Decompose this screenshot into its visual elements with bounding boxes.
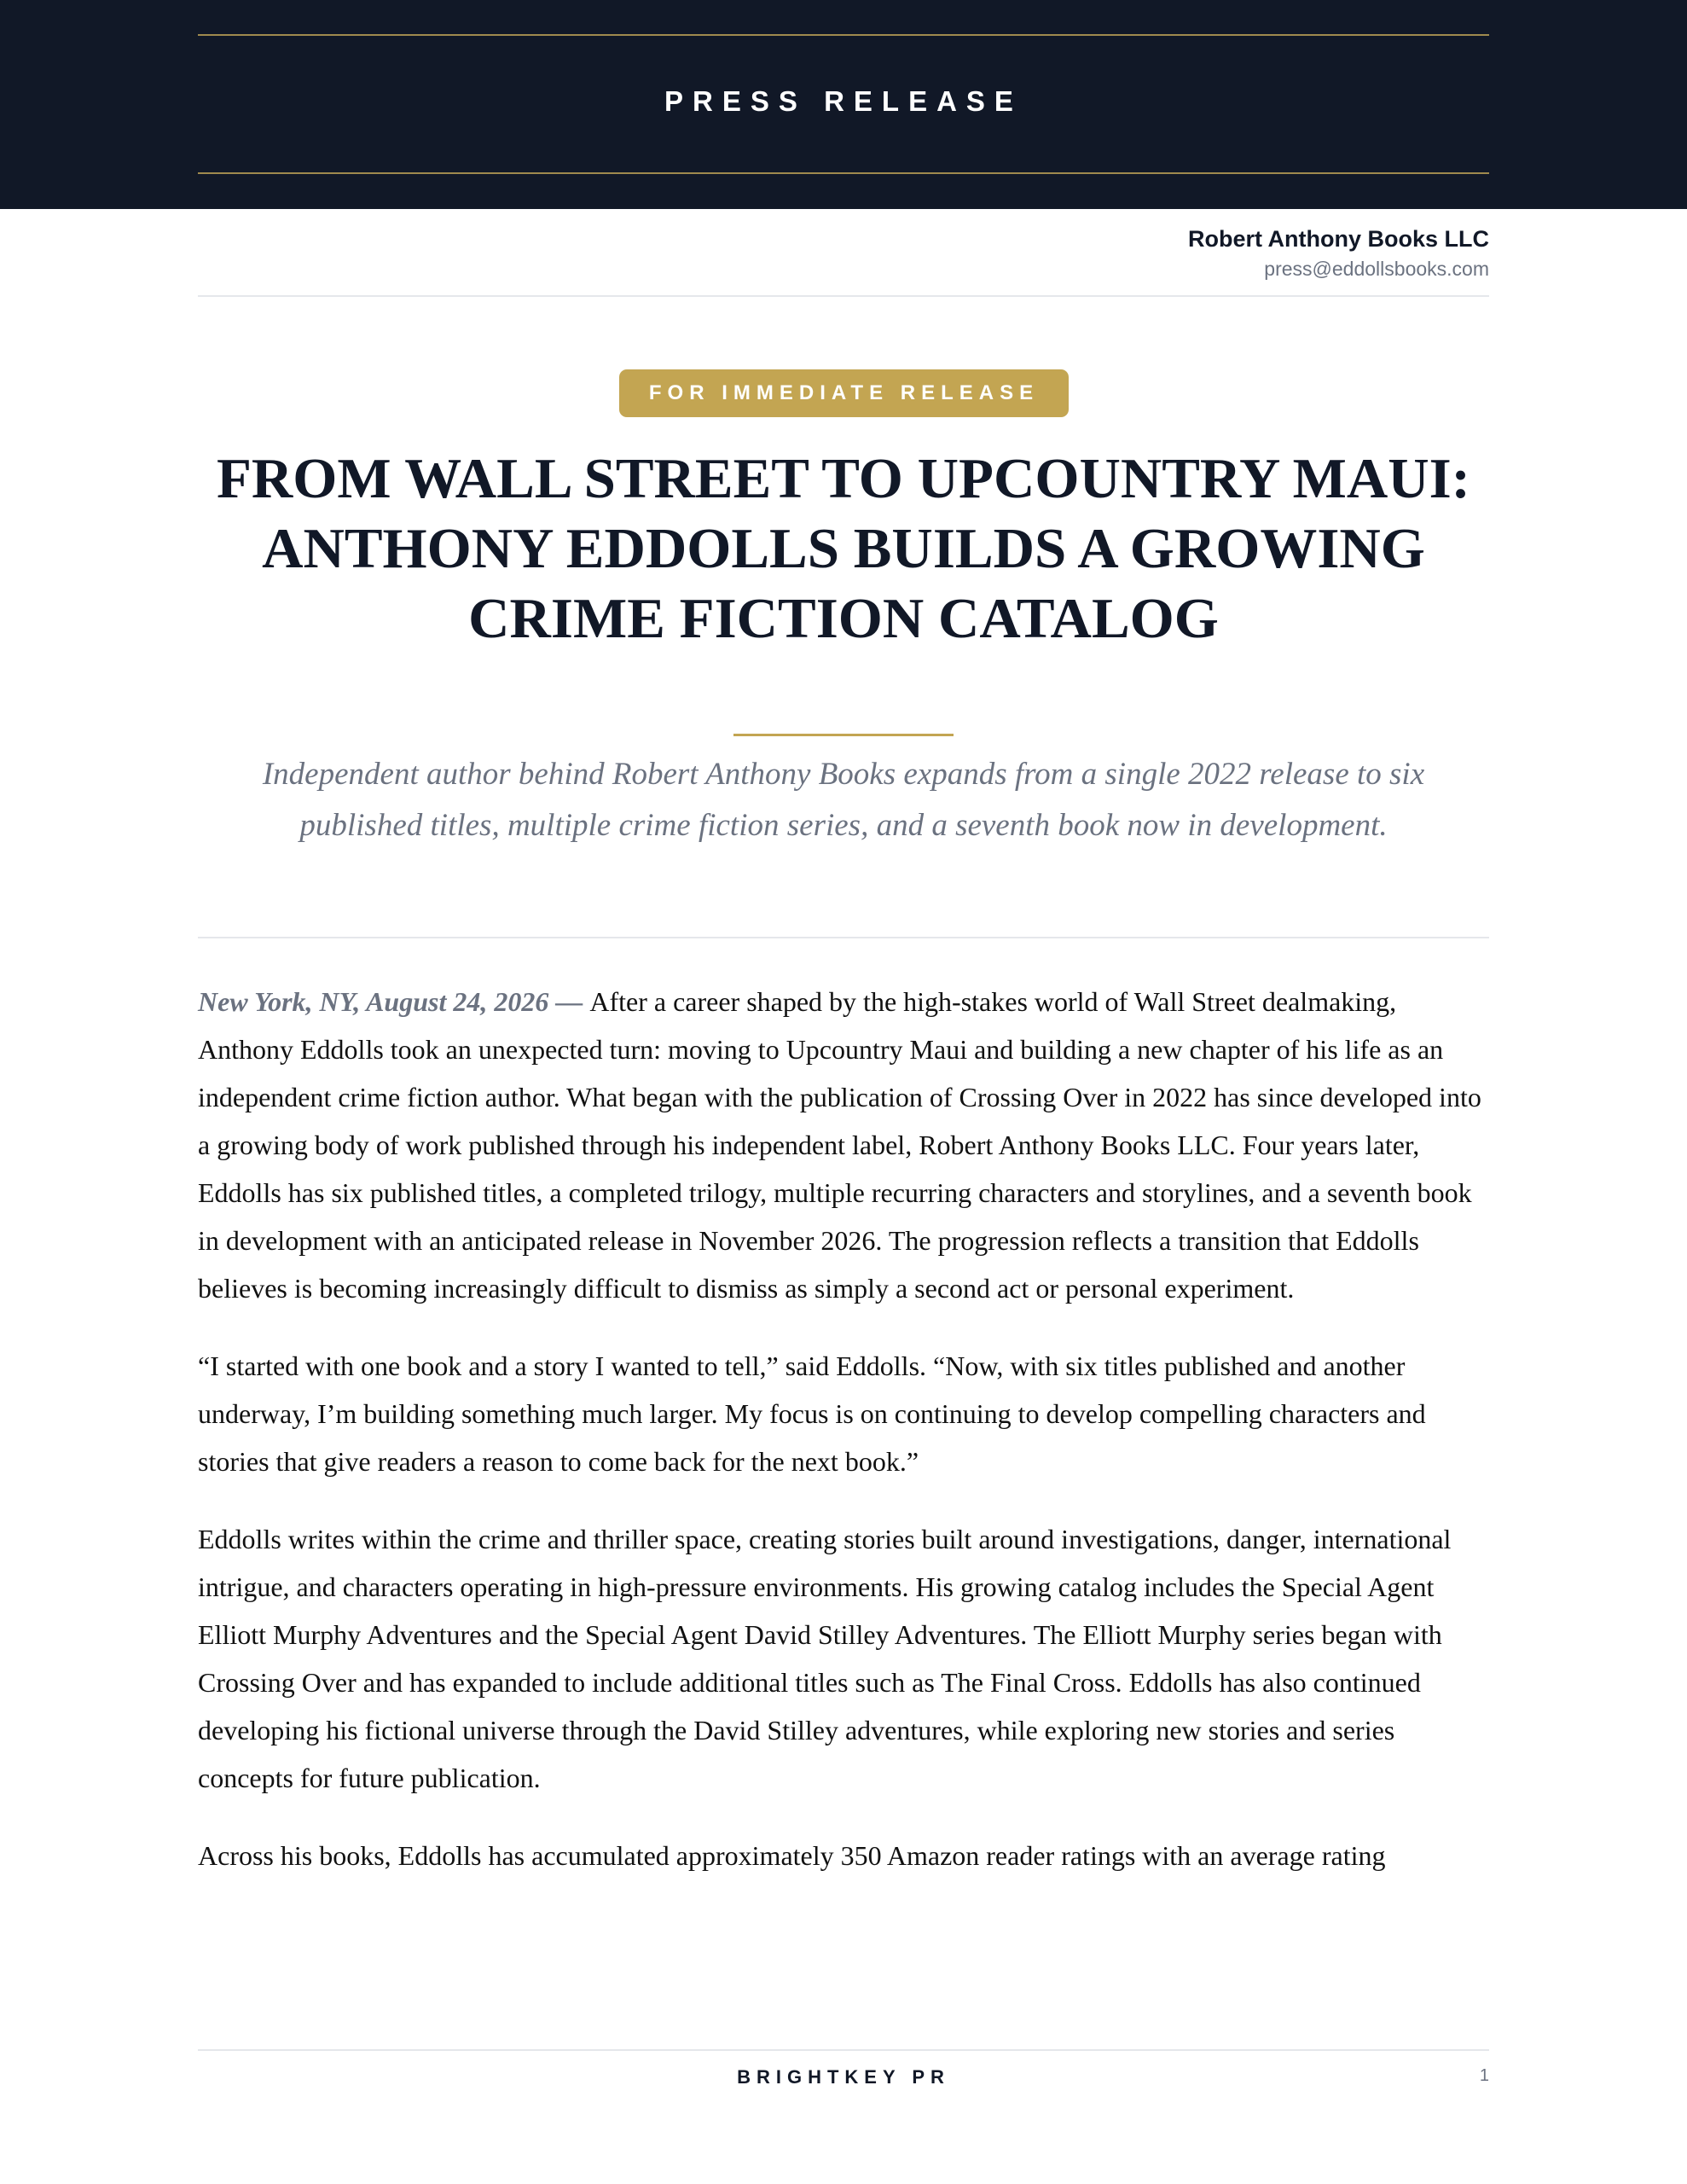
- footer-brand: BRIGHTKEY PR: [737, 2066, 950, 2088]
- subhead-divider: [198, 937, 1489, 938]
- body-paragraph-2: “I started with one book and a story I wanted to tell,” said Eddolls. “Now, with six titles published and another underway, I’m building something much larger. My focus is on continuing to develop compelling characters and stories that give readers a reason to come back for the next book.”: [198, 1350, 1426, 1477]
- dateline: New York, NY, August 24, 2026: [198, 986, 549, 1017]
- banner-label: PRESS RELEASE: [664, 85, 1023, 117]
- headline-accent-rule: [733, 734, 954, 736]
- footer-divider: [198, 2049, 1489, 2051]
- body-paragraph-3: Eddolls writes within the crime and thriller space, creating stories built around investigations, danger, international intrigue, and characters operating in high-pressure environments. His growing catalog includes the Special Agent Elliott Murphy Adventures and the Special Agent David Stilley Adventures. The Elliott Murphy series began with Crossing Over and has expanded to include additional titles such as The Final Cross. Eddolls has also continued developing his fictional universe through the David Stilley adventures, while exploring new stories and series concepts for future publication.: [198, 1524, 1452, 1793]
- page-number: 1: [1479, 2066, 1489, 2085]
- banner-bottom-rule: [198, 172, 1489, 174]
- sender-email[interactable]: press@eddollsbooks.com: [1264, 258, 1489, 280]
- release-badge: FOR IMMEDIATE RELEASE: [619, 369, 1069, 417]
- press-release-banner: [0, 0, 1687, 209]
- sender-company: Robert Anthony Books LLC: [1188, 226, 1489, 252]
- headline: FROM WALL STREET TO UPCOUNTRY MAUI: ANTHONY EDDOLLS BUILDS A GROWING CRIME FICTION CATALOG: [216, 447, 1470, 650]
- body-paragraph-1: [198, 978, 1489, 1312]
- dateline-dash: —: [548, 986, 590, 1017]
- paragraph-1-text: After a career shaped by the high-stakes world of Wall Street dealmaking, Anthony Eddolls took an unexpected turn: moving to Upcountry Maui and building a new chapter of his life as an independent crime fiction author. What began with the publication of Crossing Over in 2022 has since developed into a growing body of work published through his independent label, Robert Anthony Books LLC. Four years later, Eddolls has six published titles, a completed trilogy, multiple recurring characters and storylines, and a seventh book in development with an anticipated release in November 2026. The progression reflects a transition that Eddolls believes is becoming increasingly difficult to dismiss as simply a second act or personal experiment.: [198, 986, 1481, 1304]
- article-body: [198, 978, 1489, 1909]
- body-paragraph-4: Across his books, Eddolls has accumulated approximately 350 Amazon reader ratings with an average rating: [198, 1840, 1386, 1871]
- banner-top-rule: [198, 34, 1489, 36]
- subheadline: Independent author behind Robert Anthony Books expands from a single 2022 release to six published titles, multiple crime fiction series, and a seventh book now in development.: [262, 757, 1425, 843]
- sender-block: [1188, 224, 1489, 283]
- header-divider: [198, 295, 1489, 297]
